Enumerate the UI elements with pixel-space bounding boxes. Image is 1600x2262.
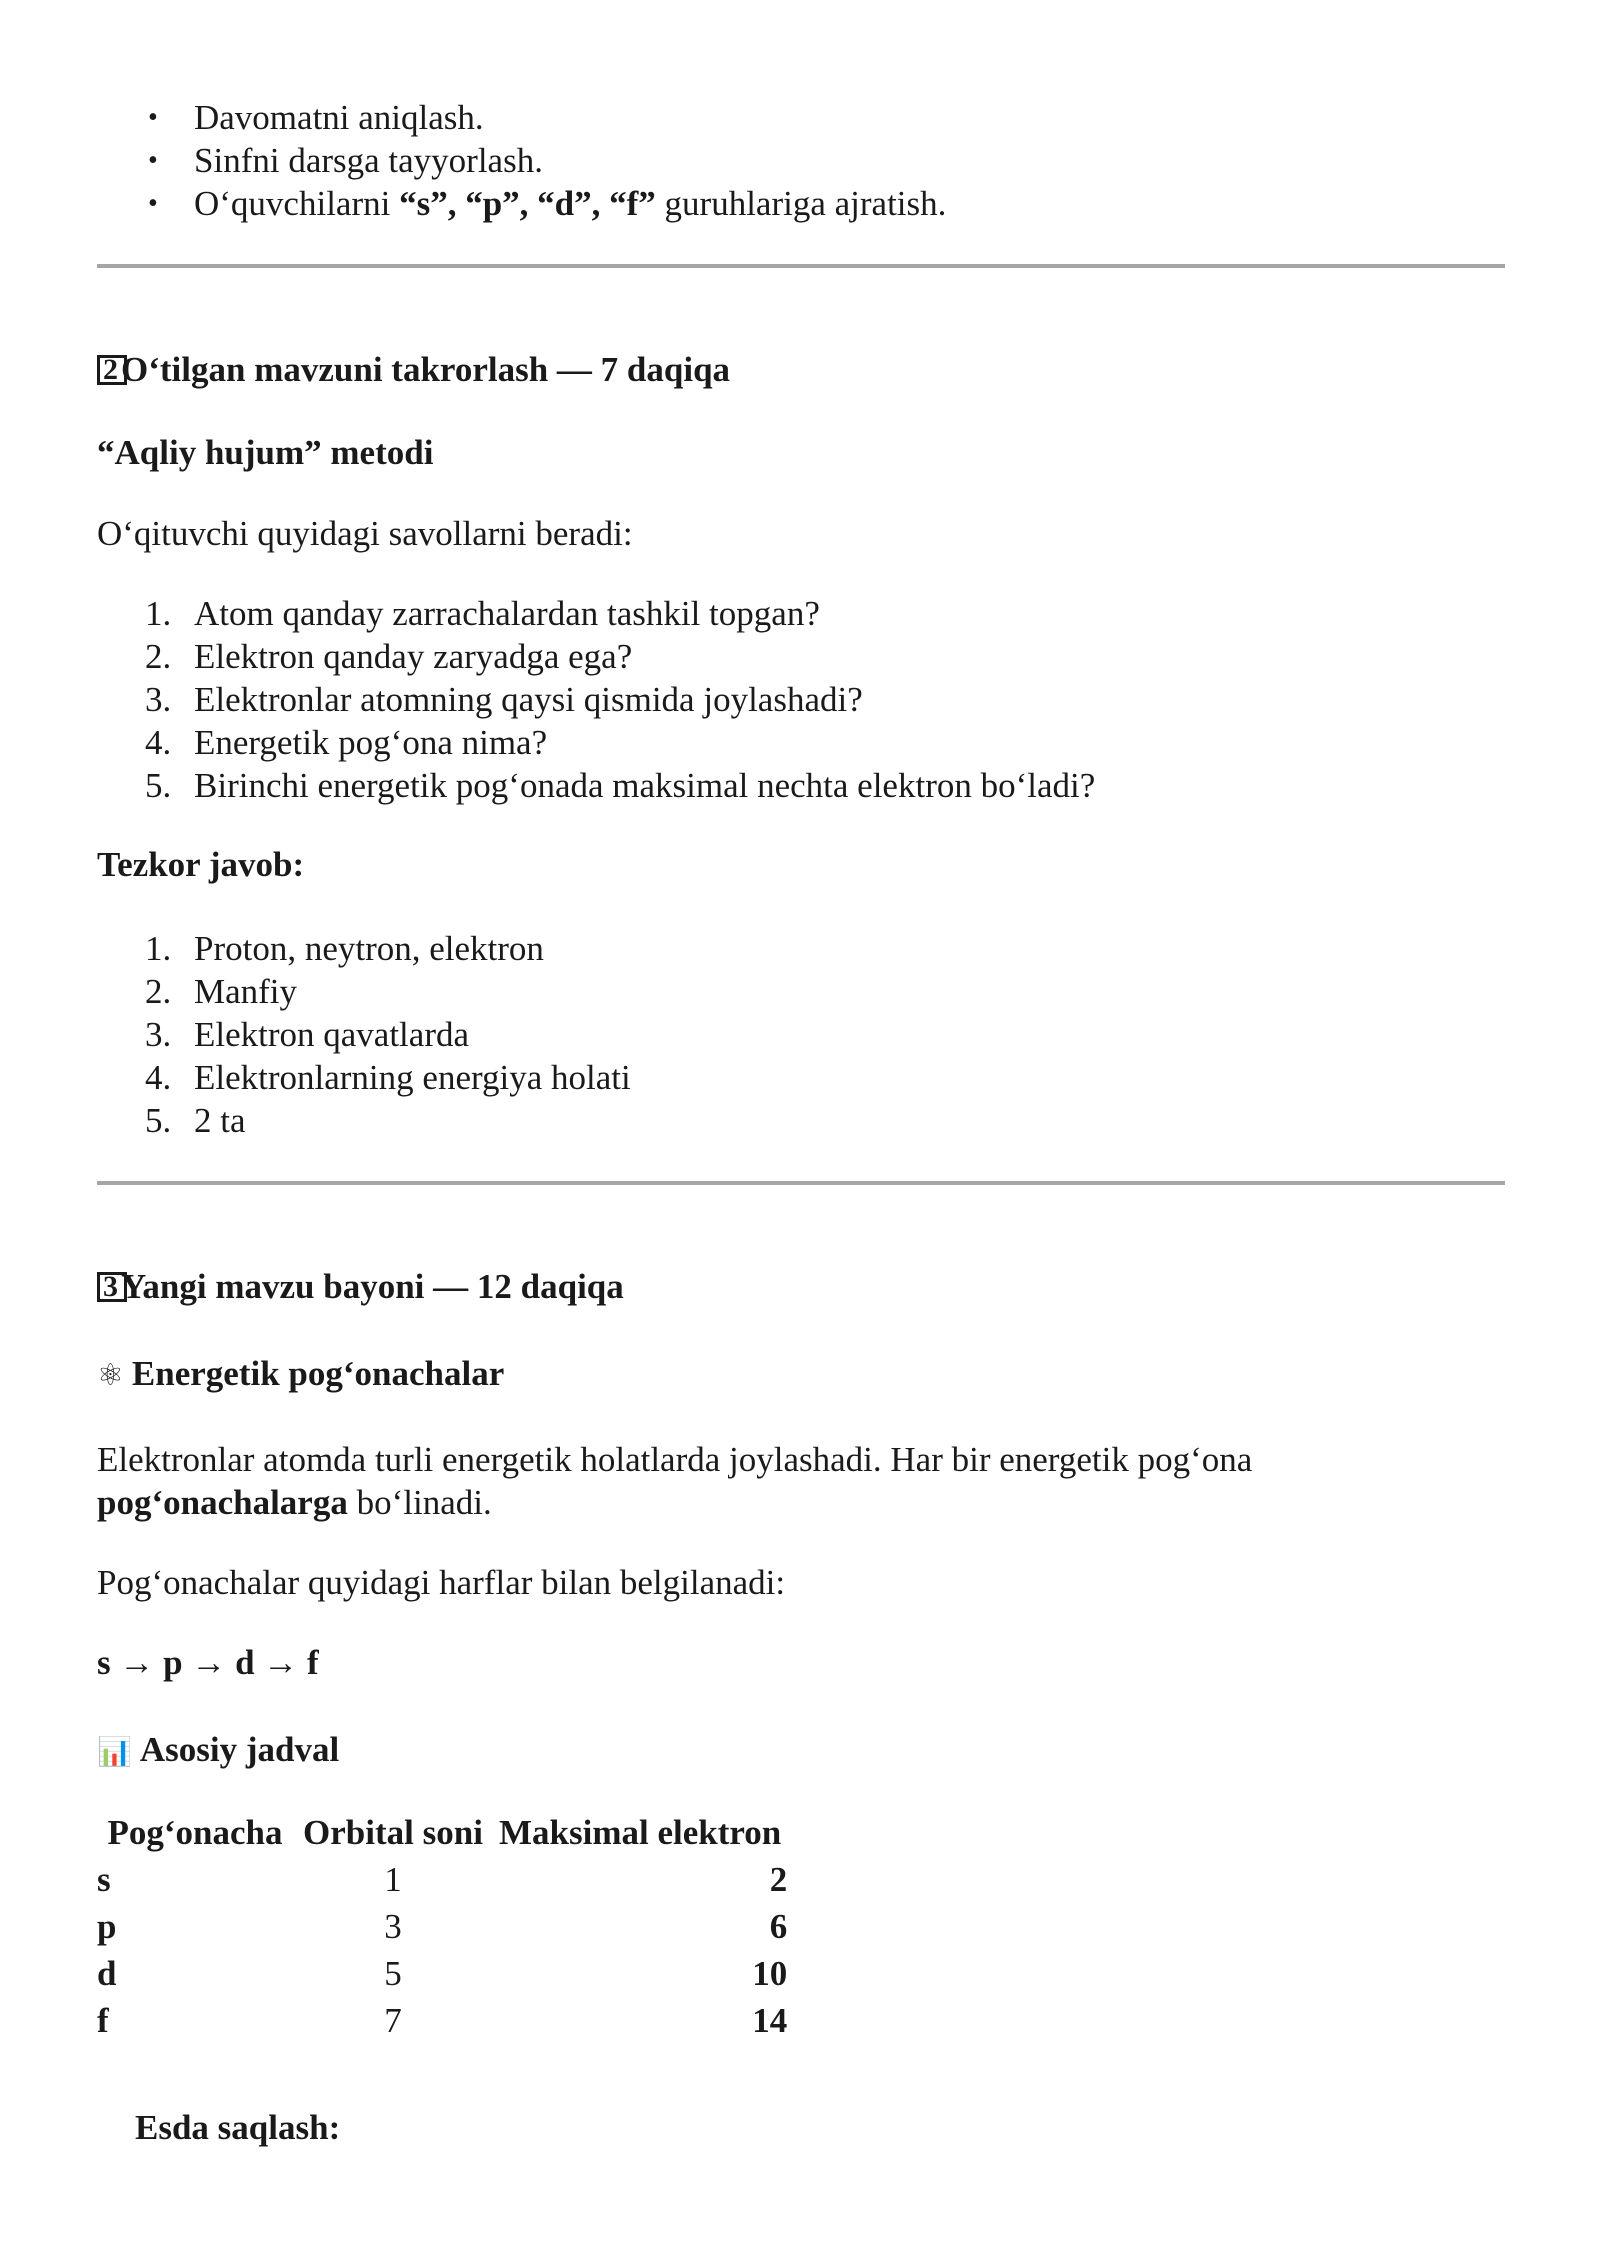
section-heading-new-topic: 3 Yangi mavzu bayoni — 12 daqiqa (97, 1265, 624, 1308)
table-cell: 1 (384, 1860, 402, 1899)
list-item: 3. Elektron qavatlarda (145, 1015, 470, 1054)
table-cell: p (97, 1907, 117, 1946)
bullet-icon: • (148, 102, 158, 133)
intro-bullet-list (97, 96, 1600, 225)
bar-chart-icon: 📊 (97, 1735, 132, 1768)
list-item: 1. Proton, neytron, elektron (145, 929, 544, 968)
answers-title: Tezkor javob: (97, 845, 305, 884)
table-row (97, 1903, 787, 1950)
table-cell: 2 (769, 1860, 788, 1899)
paragraph-sublevels: Elektronlar atomda turli energetik holatlarda joylashadi. Har bir energetik pog‘ona pog‘onachalarga bo‘linadi. (97, 1440, 1253, 1522)
number-2-icon: 2 (97, 355, 127, 385)
list-item: 2. Manfiy (145, 972, 298, 1011)
table-row (97, 1997, 787, 2044)
list-item: 4. Elektronlarning energiya holati (145, 1058, 631, 1097)
list-item: 5. Birinchi energetik pog‘onada maksimal nechta elektron bo‘ladi? (145, 766, 1096, 805)
list-item: 2. Elektron qanday zaryadga ega? (145, 637, 633, 676)
table-header-cell: Pog‘onacha (107, 1812, 283, 1852)
table-title: 📊 Asosiy jadval (97, 1730, 340, 1769)
table-cell: 10 (752, 1954, 788, 1993)
remember-heading: Esda saqlash: (135, 2108, 341, 2147)
answers-list (97, 927, 1505, 1142)
table-cell: f (97, 2001, 109, 2040)
table-cell: d (97, 1954, 117, 1993)
list-item: 5. 2 ta (145, 1101, 246, 1140)
list-item: 1. Atom qanday zarrachalardan tashkil topgan? (145, 594, 820, 633)
section-divider (97, 264, 1505, 268)
list-item: 4. Energetik pog‘ona nima? (145, 723, 548, 762)
list-item: • Sinfni darsga tayyorlash. (148, 141, 543, 180)
section-divider (97, 1181, 1505, 1185)
sublevel-sequence: s → p → d → f (97, 1643, 319, 1682)
table-cell: 6 (769, 1907, 788, 1946)
table-cell: 5 (384, 1954, 402, 1993)
questions-list (97, 592, 1505, 807)
table-cell: 7 (384, 2001, 402, 2040)
subheading-sublevels: ⚛ Energetik pog‘onachalar (97, 1354, 505, 1393)
section-heading-review: 2 O‘tilgan mavzuni takrorlash — 7 daqiqa (97, 348, 730, 391)
table-cell: 3 (384, 1907, 402, 1946)
list-item: 3. Elektronlar atomning qaysi qismida joylashadi? (145, 680, 863, 719)
method-title: “Aqliy hujum” metodi (97, 433, 434, 472)
paragraph-letters: Pog‘onachalar quyidagi harflar bilan belgilanadi: (97, 1563, 786, 1602)
table-header-cell: Maksimal elektron (499, 1812, 782, 1852)
bullet-icon: • (148, 145, 158, 176)
table-header-cell: Orbital soni (303, 1812, 483, 1852)
bullet-icon: • (148, 188, 158, 219)
table-row (97, 1950, 787, 1997)
table-header-row (97, 1808, 787, 1856)
list-item: • Davomatni aniqlash. (148, 98, 484, 137)
table-row (97, 1856, 787, 1903)
list-item: • O‘quvchilarni “s”, “p”, “d”, “f” guruhlariga ajratish. (148, 184, 947, 223)
sublevel-table (97, 1808, 787, 2044)
table-cell: 14 (752, 2001, 788, 2040)
number-3-icon: 3 (97, 1272, 127, 1302)
atom-icon: ⚛ (97, 1358, 124, 1393)
questions-intro: O‘qituvchi quyidagi savollarni beradi: (97, 514, 633, 553)
table-cell: s (97, 1860, 111, 1899)
